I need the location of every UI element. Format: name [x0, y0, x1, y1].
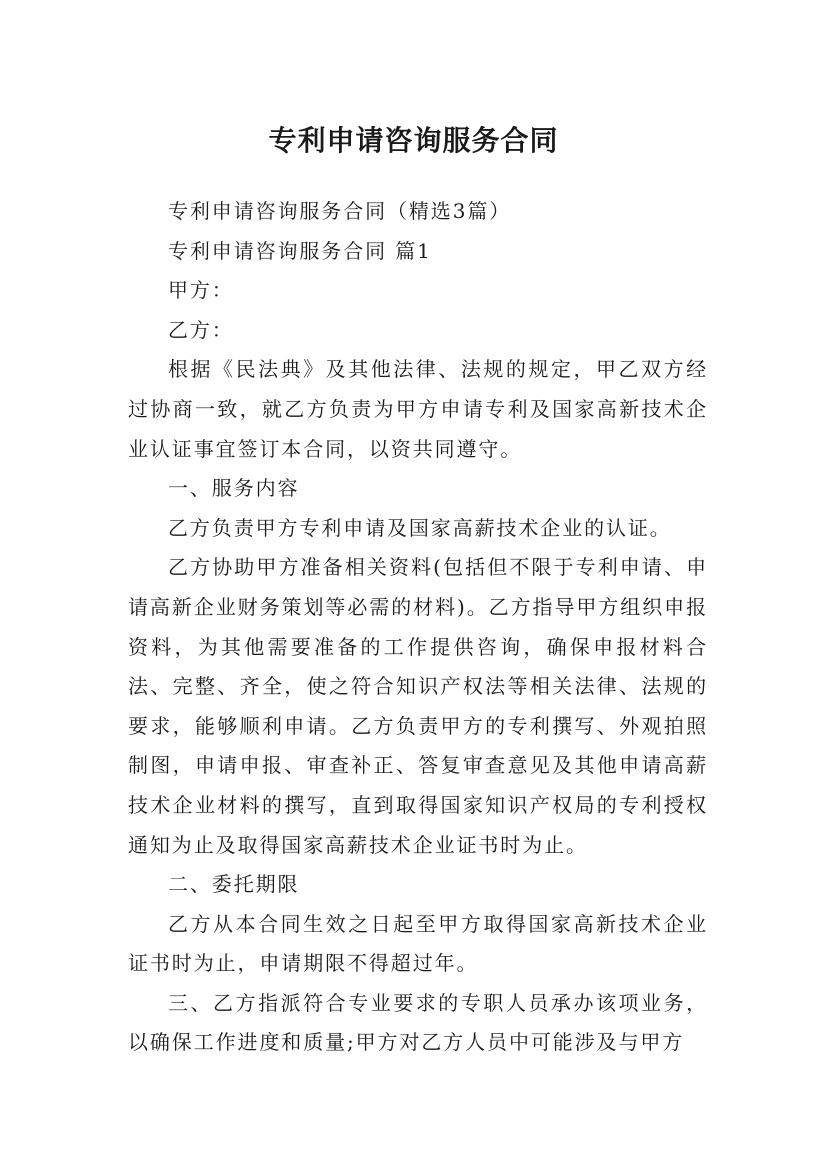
paragraph-clause-2-body: 乙方从本合同生效之日起至甲方取得国家高新技术企业证书时为止，申请期限不得超过年。 [128, 911, 708, 976]
document-title: 专利申请咨询服务合同 [268, 123, 559, 157]
paragraph-section-heading: 专利申请咨询服务合同 篇1 [168, 238, 432, 263]
paragraph-clause-1-item-1: 乙方负责甲方专利申请及国家高薪技术企业的认证。 [168, 515, 672, 540]
paragraph-preamble: 根据《民法典》及其他法律、法规的规定，甲乙双方经过协商一致，就乙方负责为甲方申请专利及国家高新技术企业认证事宜签订本合同，以资共同遵守。 [128, 357, 708, 461]
paragraph-party-b: 乙方： [168, 317, 234, 342]
paragraph-clause-3: 三、乙方指派符合专业要求的专职人员承办该项业务，以确保工作进度和质量;甲方对乙方人员中可能涉及与甲方 [128, 990, 708, 1055]
document-body [128, 192, 708, 1063]
paragraph-party-a: 甲方： [168, 278, 234, 303]
paragraph-clause-1-item-2: 乙方协助甲方准备相关资料(包括但不限于专利申请、申请高新企业财务策划等必需的材料)。乙方指导甲方组织申报资料，为其他需要准备的工作提供咨询，确保申报材料合法、完整、齐全，使之符合知识产权法等相关法律、法规的要求，能够顺利申请。乙方负责甲方的专利撰写、外观拍照制图，申请申报、审查补正、答复审查意见及其他申请高薪技术企业材料的撰写，直到取得国家知识产权局的专利授权通知为止及取得国家高薪技术企业证书时为止。 [128, 555, 708, 857]
paragraph-clause-1-heading: 一、服务内容 [168, 476, 300, 501]
paragraph-clause-2-heading: 二、委托期限 [168, 872, 300, 897]
paragraph-subtitle: 专利申请咨询服务合同（精选3篇） [168, 199, 512, 223]
